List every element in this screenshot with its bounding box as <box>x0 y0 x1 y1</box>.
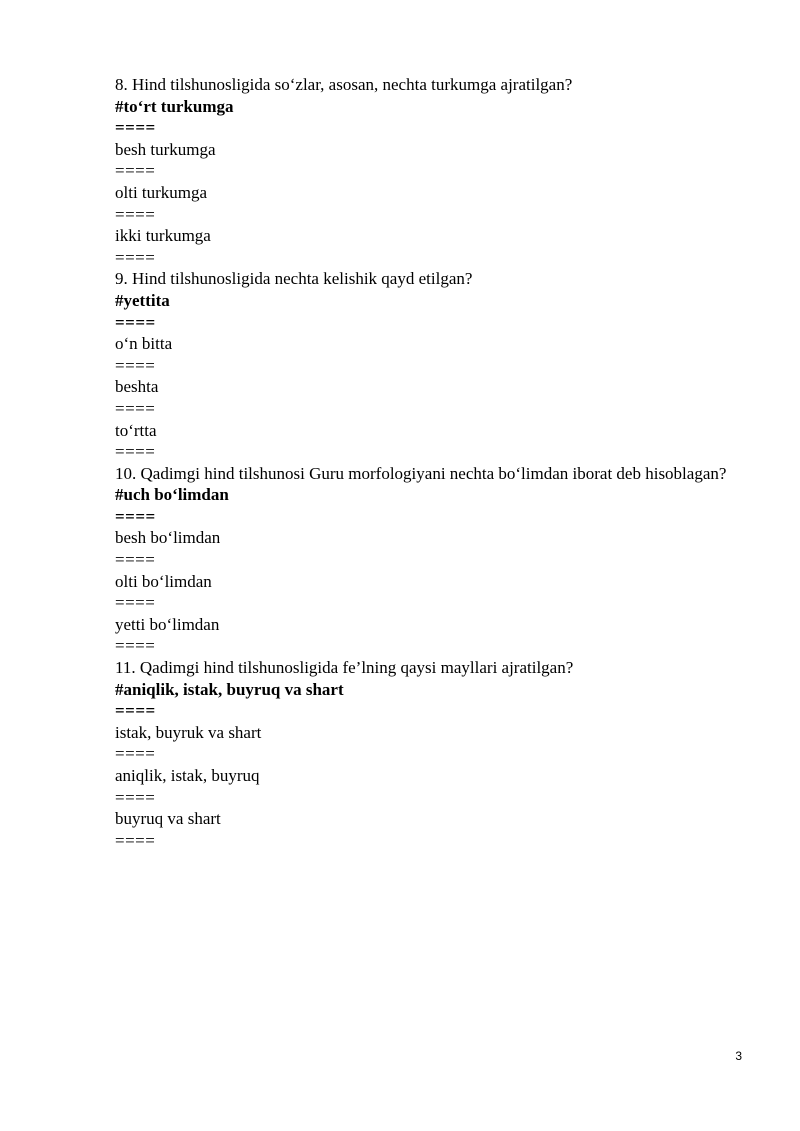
correct-answer: #uch bo‘limdan <box>115 485 229 505</box>
question-text: 11. Qadimgi hind tilshunosligida fe’lning qaysi mayllari ajratilgan? <box>115 658 574 678</box>
document-page <box>115 74 742 851</box>
question-block-11 <box>115 657 742 851</box>
answer-option: besh bo‘limdan <box>115 528 221 548</box>
correct-answer: #aniqlik, istak, buyruq va shart <box>115 679 344 699</box>
separator: ==== <box>115 161 156 181</box>
answer-option: to‘rtta <box>115 420 157 440</box>
page-number: 3 <box>735 1049 742 1063</box>
answer-option: olti turkumga <box>115 182 208 202</box>
answer-option: o‘n bitta <box>115 334 173 354</box>
correct-answer: #yettita <box>115 290 170 310</box>
separator: ==== <box>115 701 156 721</box>
answer-option: istak, buyruk va shart <box>115 722 262 742</box>
answer-option: beshta <box>115 377 159 397</box>
question-block-10 <box>115 463 742 657</box>
separator: ==== <box>115 355 156 375</box>
answer-option: olti bo‘limdan <box>115 571 212 591</box>
separator: ==== <box>115 506 156 526</box>
separator: ==== <box>115 744 156 764</box>
answer-option: aniqlik, istak, buyruq <box>115 766 260 785</box>
question-text: 10. Qadimgi hind tilshunosi Guru morfologiyani nechta bo‘limdan iborat deb hisoblagan? <box>115 463 727 483</box>
separator: ==== <box>115 204 156 224</box>
question-text: 9. Hind tilshunosligida nechta kelishik qayd etilgan? <box>115 269 473 289</box>
correct-answer: #to‘rt turkumga <box>115 96 234 116</box>
separator: ==== <box>115 636 156 656</box>
separator: ==== <box>115 247 156 267</box>
answer-option: yetti bo‘limdan <box>115 614 220 634</box>
question-block-8 <box>115 74 742 268</box>
question-text: 8. Hind tilshunosligida so‘zlar, asosan, nechta turkumga ajratilgan? <box>115 75 573 94</box>
separator: ==== <box>115 118 156 138</box>
separator: ==== <box>115 830 156 850</box>
separator: ==== <box>115 398 156 418</box>
separator: ==== <box>115 593 156 613</box>
answer-option: ikki turkumga <box>115 226 211 246</box>
question-block-9 <box>115 268 742 462</box>
separator: ==== <box>115 442 156 462</box>
separator: ==== <box>115 312 156 332</box>
answer-option: besh turkumga <box>115 139 216 159</box>
separator: ==== <box>115 787 156 807</box>
answer-option: buyruq va shart <box>115 809 221 829</box>
separator: ==== <box>115 550 156 570</box>
